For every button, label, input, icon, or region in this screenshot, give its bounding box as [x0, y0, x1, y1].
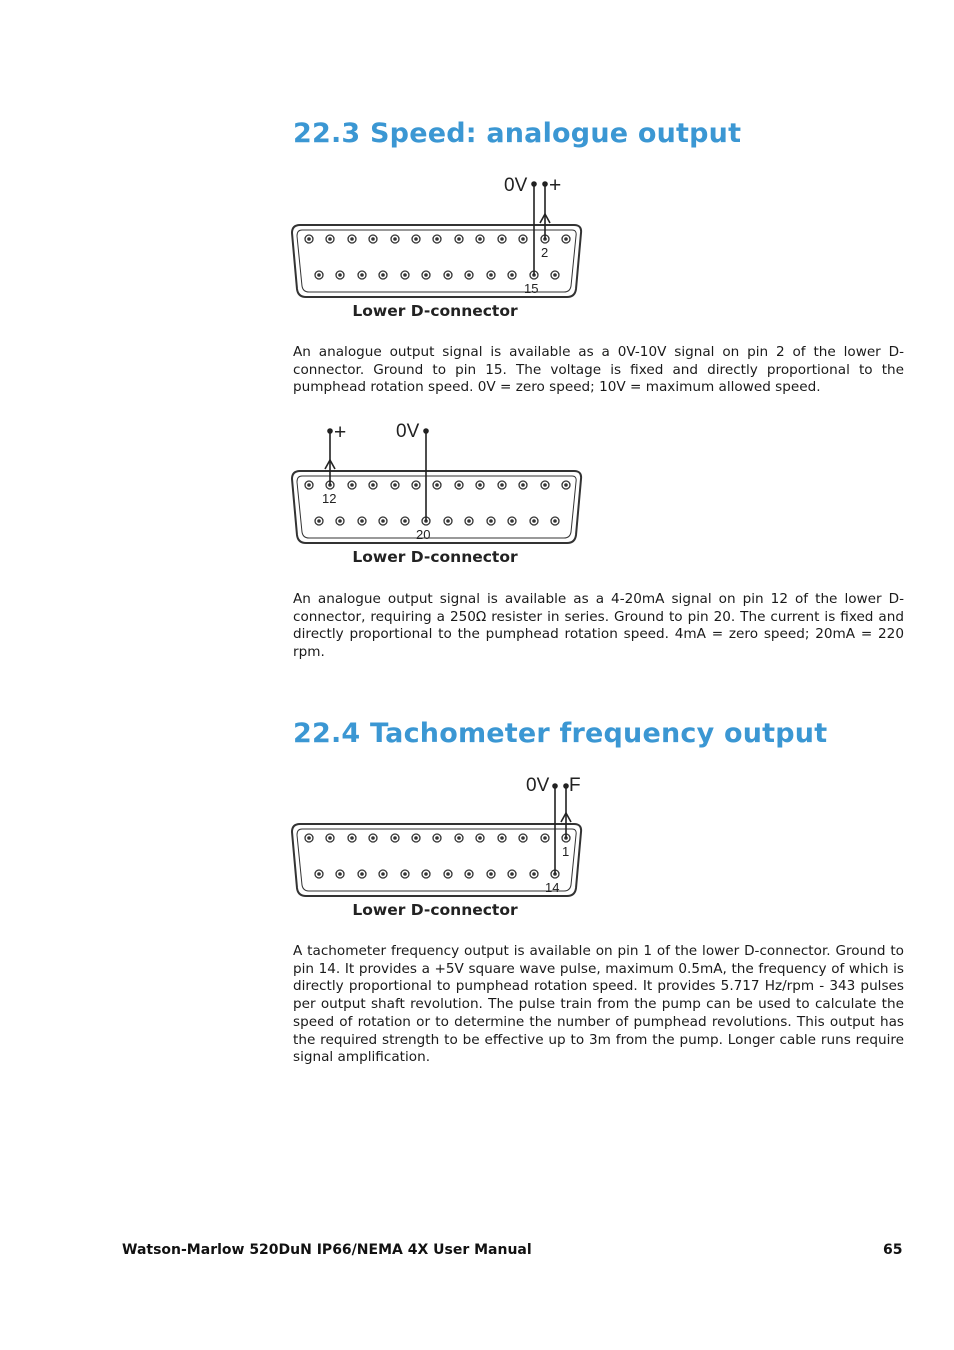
diagram-caption: Lower D-connector — [352, 548, 518, 566]
d-connector-diagram-3 — [290, 770, 590, 920]
section-heading-speed: 22.3 Speed: analogue output — [293, 118, 742, 149]
footer-page-number: 65 — [883, 1242, 903, 1258]
paragraph-tachometer-output: A tachometer frequency output is available on pin 1 of the lower D-connector. Ground to pin 14. It provides a +5V square wave pulse, maximum 0.5mA, the frequency of which is directly proportional to pumphead rotation speed. It provides 5.717 Hz/rpm - 343 pulses per output shaft revolution. The pulse train from the pump can be used to calculate the speed of rotation or to determine the number of pumphead revolutions. This output has the required strength to be effective up to 3m from the pump. Longer cable runs require signal amplification. — [293, 943, 904, 1066]
d-connector-diagram-1 — [290, 170, 590, 320]
pin-number-lower: 20 — [416, 527, 431, 542]
pin-number-lower: 15 — [524, 281, 539, 296]
plus-label: + — [549, 174, 562, 197]
paragraph-current-output: An analogue output signal is available as a 4-20mA signal on pin 12 of the lower D-connector, requiring a 250Ω resister in series. Ground to pin 20. The current is fixed and directly proportional to the pumphead rotation speed. 4mA = zero speed; 20mA = 220 rpm. — [293, 591, 904, 661]
zero-volt-label: 0V — [526, 775, 550, 796]
d-connector-diagram-2 — [290, 416, 590, 566]
pin-number-upper: 1 — [562, 844, 570, 859]
pin-number-upper: 2 — [541, 245, 549, 260]
diagram-caption: Lower D-connector — [352, 901, 518, 919]
paragraph-voltage-output: An analogue output signal is available as a 0V-10V signal on pin 2 of the lower D-connector. Ground to pin 15. The voltage is fixed and directly proportional to the pumphead rotation speed. 0V = zero speed; 10V = maximum allowed speed. — [293, 344, 904, 396]
plus-label: + — [334, 421, 347, 444]
section-heading-tachometer: 22.4 Tachometer frequency output — [293, 718, 828, 749]
pin-number-upper: 12 — [322, 491, 337, 506]
zero-volt-label: 0V — [396, 421, 420, 442]
zero-volt-label: 0V — [504, 175, 528, 196]
diagram-caption: Lower D-connector — [352, 302, 518, 320]
footer-manual-title: Watson-Marlow 520DuN IP66/NEMA 4X User Manual — [122, 1242, 532, 1258]
pin-number-lower: 14 — [545, 880, 560, 895]
frequency-label: F — [569, 775, 581, 796]
